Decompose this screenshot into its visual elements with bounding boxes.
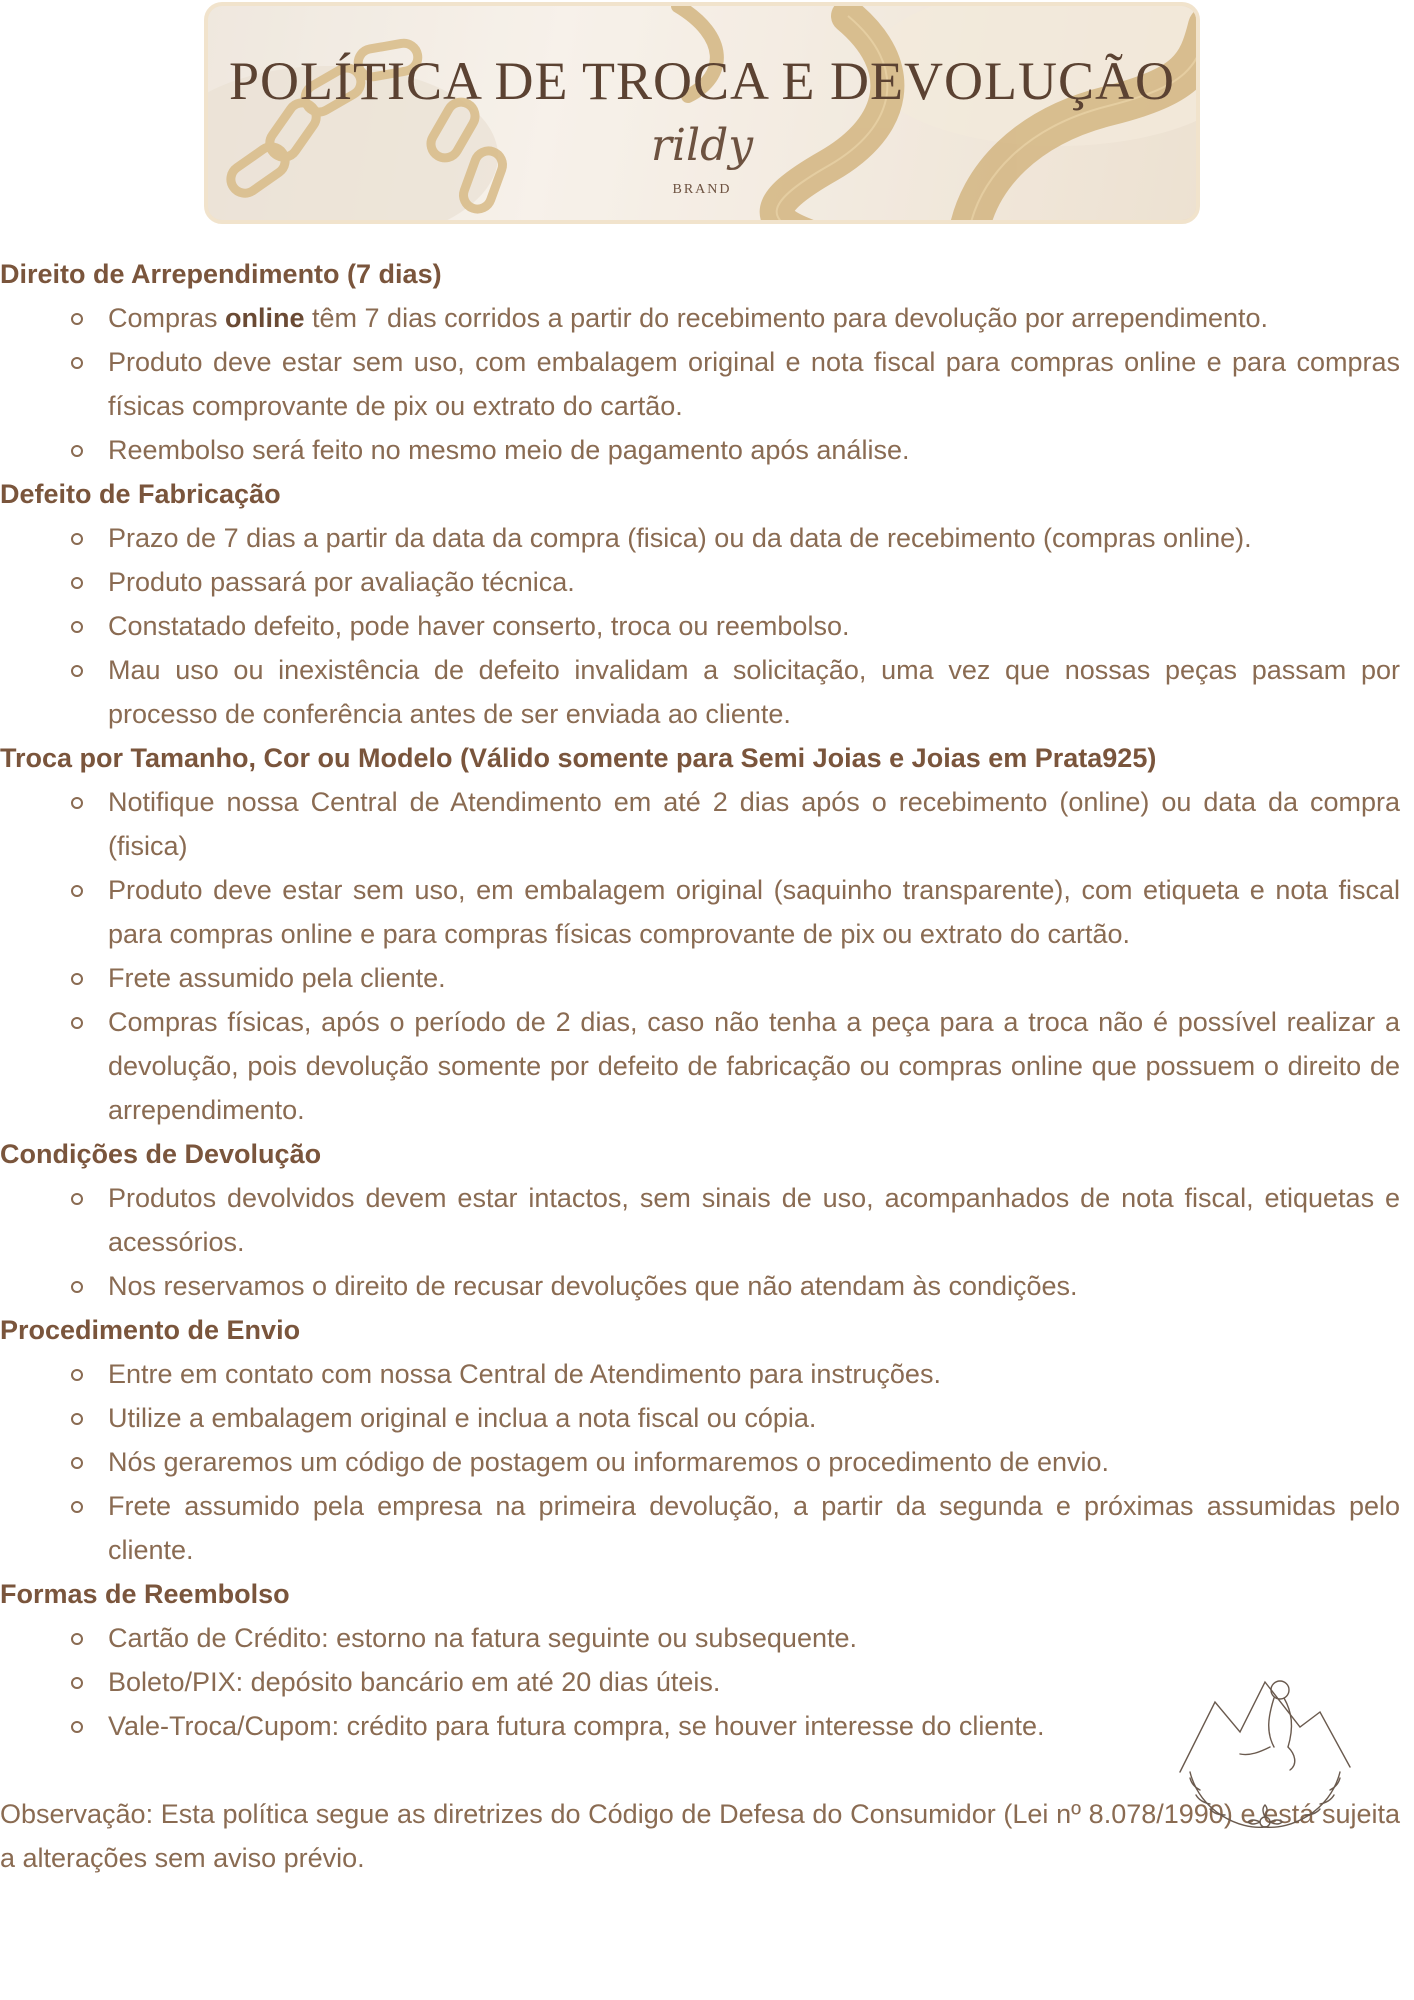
list-item-text: Frete assumido pela empresa na primeira devolução, a partir da segunda e próximas assumidas pelo cliente.: [108, 1491, 1400, 1565]
list-item-text: Frete assumido pela cliente.: [108, 963, 446, 993]
bullet-icon: [71, 1721, 83, 1733]
brand-logo-sub: BRAND: [672, 182, 732, 197]
list-item: [0, 780, 1400, 868]
bullet-icon: [71, 665, 83, 677]
list-item: [0, 340, 1400, 428]
list-item-text: Constatado defeito, pode haver conserto, troca ou reembolso.: [108, 611, 850, 641]
list-item: [0, 516, 1400, 560]
list-item-text: Produto deve estar sem uso, em embalagem original (saquinho transparente), com etiqueta e nota fiscal para compras online e para compras físicas comprovante de pix ou extrato do cartão.: [108, 875, 1400, 949]
section-title: Procedimento de Envio: [0, 1315, 301, 1345]
bullet-icon: [71, 1369, 83, 1381]
list-item: [0, 1176, 1400, 1264]
bullet-icon: [71, 1413, 83, 1425]
list-item: [0, 296, 1400, 340]
list-item: [0, 428, 1400, 472]
bullet-icon: [71, 973, 83, 985]
list-item-text: Produto passará por avaliação técnica.: [108, 567, 575, 597]
bullet-icon: [71, 1017, 83, 1029]
list-item: [0, 1616, 1400, 1660]
bullet-icon: [71, 357, 83, 369]
bullet-icon: [71, 1457, 83, 1469]
list-item-text: Produto deve estar sem uso, com embalagem original e nota fiscal para compras online e para compras físicas comprovante de pix ou extrato do cartão.: [108, 347, 1400, 421]
list-item-text: Boleto/PIX: depósito bancário em até 20 dias úteis.: [108, 1667, 721, 1697]
list-item: [0, 560, 1400, 604]
policy-content: [0, 252, 1400, 1880]
footer-note: Observação: Esta política segue as diretrizes do Código de Defesa do Consumidor (Lei nº 8.078/1990) e está sujeita a alterações sem aviso prévio.: [0, 1799, 1400, 1873]
list-item: [0, 1352, 1400, 1396]
bullet-icon: [71, 621, 83, 633]
list-item-text: Utilize a embalagem original e inclua a nota fiscal ou cópia.: [108, 1403, 817, 1433]
section-title: Direito de Arrependimento (7 dias): [0, 259, 442, 289]
list-item-text: Compras físicas, após o período de 2 dias, caso não tenha a peça para a troca não é possível realizar a devolução, pois devolução somente por defeito de fabricação ou compras online que possuem o direito de arrependimento.: [108, 1007, 1400, 1125]
page-title: POLÍTICA DE TROCA E DEVOLUÇÃO: [229, 51, 1175, 111]
list-item: [0, 1000, 1400, 1132]
section-title: Condições de Devolução: [0, 1139, 322, 1169]
section-title: Formas de Reembolso: [0, 1579, 290, 1609]
section-title: Troca por Tamanho, Cor ou Modelo (Válido somente para Semi Joias e Joias em Prata925): [0, 743, 1157, 773]
list-item-text: Mau uso ou inexistência de defeito invalidam a solicitação, uma vez que nossas peças passam por processo de conferência antes de ser enviada ao cliente.: [108, 655, 1400, 729]
bullet-icon: [71, 1281, 83, 1293]
list-item-text: têm 7 dias corridos a partir do recebimento para devolução por arrependimento.: [304, 303, 1269, 333]
section-list: [0, 296, 1400, 472]
bullet-icon: [71, 313, 83, 325]
list-item-text: Cartão de Crédito: estorno na fatura seguinte ou subsequente.: [108, 1623, 857, 1653]
bullet-icon: [71, 577, 83, 589]
list-item: [0, 868, 1400, 956]
brand-logo: rildy: [650, 120, 754, 171]
list-item-text: Reembolso será feito no mesmo meio de pagamento após análise.: [108, 435, 910, 465]
woman-on-mountain-wreath-icon: [1170, 1672, 1360, 1834]
bullet-icon: [71, 533, 83, 545]
bullet-icon: [71, 1193, 83, 1205]
bullet-icon: [71, 1677, 83, 1689]
list-item-text: Compras: [108, 303, 226, 333]
header-banner: [204, 2, 1200, 224]
list-item: [0, 648, 1400, 736]
section-list: [0, 1176, 1400, 1308]
list-item: [0, 1484, 1400, 1572]
list-item: [0, 1264, 1400, 1308]
list-item-text: Vale-Troca/Cupom: crédito para futura compra, se houver interesse do cliente.: [108, 1711, 1045, 1741]
list-item-text: Entre em contato com nossa Central de Atendimento para instruções.: [108, 1359, 941, 1389]
list-item-text: Notifique nossa Central de Atendimento em até 2 dias após o recebimento (online) ou data da compra (fisica): [108, 787, 1400, 861]
section-list: [0, 1352, 1400, 1572]
section-title: Defeito de Fabricação: [0, 479, 281, 509]
list-item-text: Produtos devolvidos devem estar intactos, sem sinais de uso, acompanhados de nota fiscal, etiquetas e acessórios.: [108, 1183, 1400, 1257]
section-list: [0, 780, 1400, 1132]
list-item-text: Prazo de 7 dias a partir da data da compra (fisica) ou da data de recebimento (compras online).: [108, 523, 1252, 553]
bullet-icon: [71, 1501, 83, 1513]
bullet-icon: [71, 797, 83, 809]
bullet-icon: [71, 1633, 83, 1645]
bullet-icon: [71, 885, 83, 897]
list-item-text: Nos reservamos o direito de recusar devoluções que não atendam às condições.: [108, 1271, 1078, 1301]
list-item-emphasis: online: [225, 303, 305, 333]
list-item-text: Nós geraremos um código de postagem ou informaremos o procedimento de envio.: [108, 1447, 1110, 1477]
bullet-icon: [71, 445, 83, 457]
list-item: [0, 604, 1400, 648]
list-item: [0, 1440, 1400, 1484]
section-list: [0, 516, 1400, 736]
list-item: [0, 1396, 1400, 1440]
list-item: [0, 956, 1400, 1000]
